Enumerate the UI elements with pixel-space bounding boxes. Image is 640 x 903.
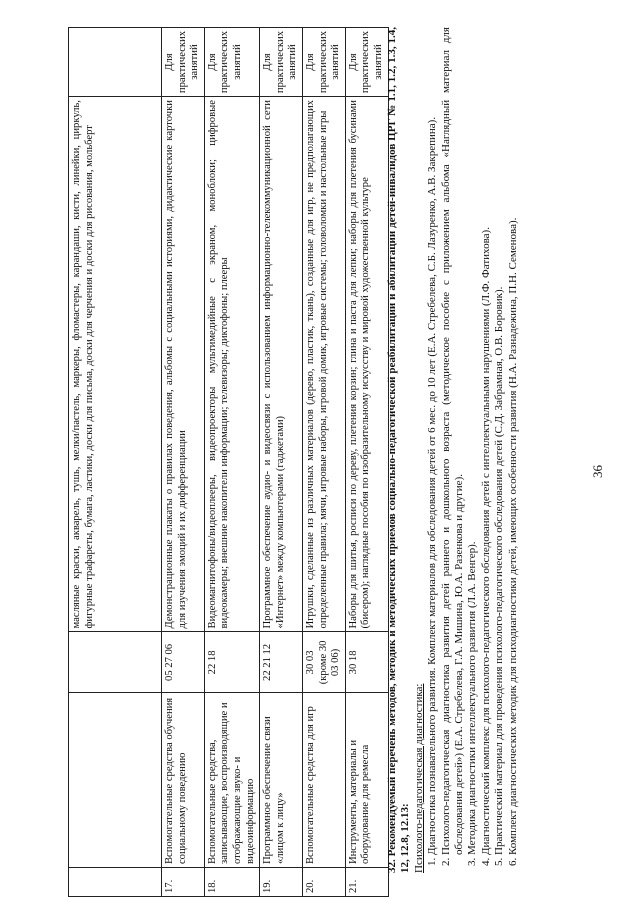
row-description: Игрушки, сделанные из различных материалов (дерево, пластик, ткань), созданные для игр, не предполагающих определенные правила; мячи, игровые наборы, игровой домик, игровые системы; головоломки и настольные игры <box>302 97 345 632</box>
row-note <box>69 28 162 97</box>
row-description: Демонстрационные плакаты о правилах поведения, альбомы с социальными историями, дидактические карточки для изучения эмоций и их дифференциации <box>162 97 205 632</box>
list-item: 1. Диагностика познавательного развития. Комплект материалов для обследования детей от 6 мес. до 10 лет (Е.А. Стребелева, С.Б. Лазуренко, А.В. Закрепина). <box>426 27 439 855</box>
row-code: 30 03 (кроме 30 03 06) <box>302 632 345 693</box>
row-code <box>69 632 162 693</box>
table-row <box>345 28 388 897</box>
row-code: 22 21 12 <box>260 632 303 693</box>
section-subtitle: Психолого-педагогическая диагностика: <box>412 683 425 873</box>
table-row <box>162 28 205 897</box>
row-description: Видеомагнитофоны/видеоплееры, видеопроекторы мультимедийные с экраном, моноблоки; цифровые видеокамеры; внешние накопители информации; телевизоры; диктофоны; плееры <box>204 97 259 632</box>
row-name: Инструменты, материалы и оборудование для ремесла <box>345 693 388 868</box>
list-item: 4. Диагностический комплекс для психолого-педагогического обследования детей с интеллектуальными нарушениями (Л.Ф. Фатихова). <box>480 27 493 855</box>
section-title: 32. Рекомендуемый перечень методов, методик и методических приемов социально-педагогической реабилитации и абилитации детей-инвалидов ЦРГ № 1.1, 1.2, 1.3, 1.4, 12, 12.8, 12.13: <box>386 27 412 873</box>
row-description: Программное обеспечение аудио- и видеосвязи с использованием информационно-телекоммуникационной сети «Интернет» между компьютерами (гаджетами) <box>260 97 303 632</box>
table-row <box>204 28 259 897</box>
list-item: 3. Методика диагностики интеллектуального развития (Л.А. Венгер). <box>466 27 479 855</box>
row-code: 30 18 <box>345 632 388 693</box>
row-code: 22 18 <box>204 632 259 693</box>
row-name: Программное обеспечение связи «лицом к лицу» <box>260 693 303 868</box>
row-number: 18. <box>204 868 259 897</box>
row-number: 19. <box>260 868 303 897</box>
page-number: 36 <box>590 465 605 478</box>
list-item: 6. Комплект диагностических методик для психодиагностики детей, имеющих особенности развития (Н.А. Разнадежина, П.Н. Семенова). <box>507 27 520 855</box>
row-number: 17. <box>162 868 205 897</box>
row-note: Для практических занятий <box>302 28 345 97</box>
row-code: 05 27 06 <box>162 632 205 693</box>
row-name <box>69 693 162 868</box>
diagnostics-list <box>426 27 520 873</box>
row-description: Наборы для шитья, росписи по дереву, плетения корзин; глина и паста для лепки; наборы для плетения бусинами (бисером); наглядные пособия по изобразительному искусству и мировой художественной культуре <box>345 97 388 632</box>
row-description: масляные краски, акварель, тушь, мелки/пастель, маркеры, фломастеры, карандаши, кисти, линейки, циркуль, фигурные трафареты, бумага, ластики, доски для письма, доски для черчения и доски для рисования, мольберт <box>69 97 162 632</box>
row-number: 21. <box>345 868 388 897</box>
table-row <box>260 28 303 897</box>
row-number: 20. <box>302 868 345 897</box>
list-item: 2. Психолого-педагогическая диагностика развития детей раннего и дошкольного возраста (методическое пособие с приложением альбома «Наглядный материал для обследования детей») (Е.А. Стребелева, Г.А. Мишина, Ю.А. Разенкова и другие). <box>440 27 467 855</box>
row-note: Для практических занятий <box>260 28 303 97</box>
row-name: Вспомогательные средства обучения социальному поведению <box>162 693 205 868</box>
row-note: Для практических занятий <box>345 28 388 97</box>
table-row <box>302 28 345 897</box>
row-number <box>69 868 162 897</box>
row-note: Для практических занятий <box>162 28 205 97</box>
list-item: 5. Практический материал для проведения психолого-педагогического обследования детей (С.Д. Забрамная, О.В. Боровик). <box>493 27 506 855</box>
methods-section <box>386 27 520 873</box>
equipment-table <box>68 27 389 897</box>
row-name: Вспомогательные средства, записывающие, воспроизводящие и отображающие звуко- и видеоинформацию <box>204 693 259 868</box>
row-note: Для практических занятий <box>204 28 259 97</box>
table-row <box>69 28 162 897</box>
row-name: Вспомогательные средства для игр <box>302 693 345 868</box>
